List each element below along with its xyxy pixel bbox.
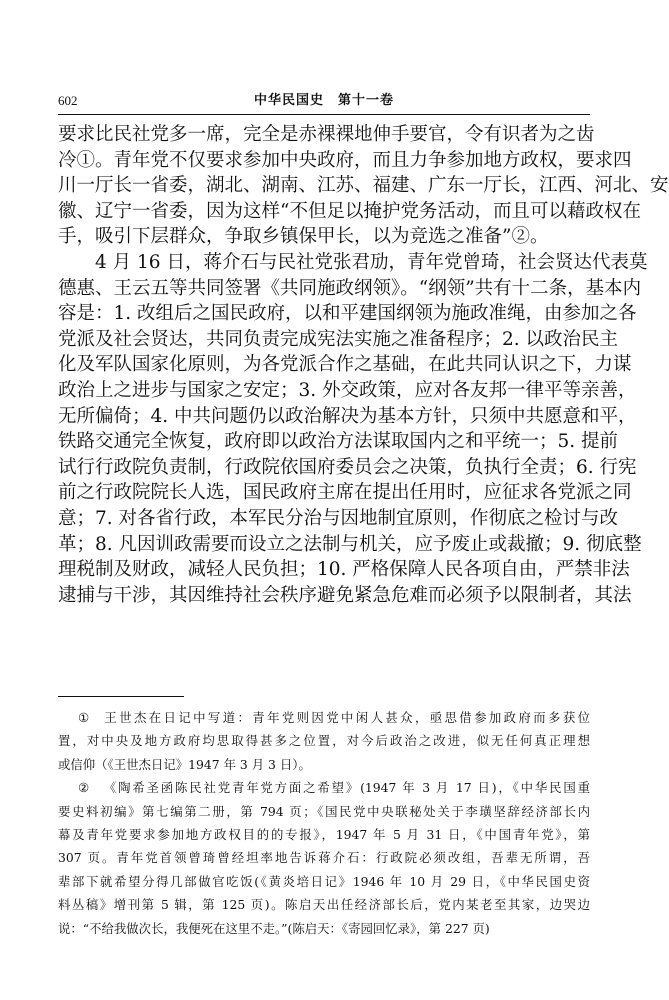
footnote-line: 置，对中央及地方政府均思取得甚多之位置，对今后政治之改进，似无任何真正理想 — [58, 733, 590, 749]
text-line: 铁路交通完全恢复，政府即以政治方法谋取国内之和平统一；5. 提前 — [58, 431, 619, 453]
text-line: 意；7. 对各省行政，本军民分治与因地制宜原则，作彻底之检讨与改 — [58, 507, 619, 529]
footnote-1 — [58, 706, 590, 776]
footnote-marker: ① — [78, 710, 90, 725]
text-line: 化及军队国家化原则，为各党派合作之基础，在此共同认识之下，力谋 — [58, 354, 632, 376]
text-line: 革；8. 凡因训政需要而设立之法制与机关，应予废止或裁撤；9. 彻底整 — [58, 533, 642, 555]
footnote-line: 幕及青年党要求参加地方政权目的的专报》，1947 年 5 月 31 日，《中国青年党》，第 — [58, 826, 590, 842]
text-line: 手，吸引下层群众，争取乡镇保甲长，以为竞选之准备”②。 — [58, 226, 549, 248]
footnote-separator — [58, 696, 184, 697]
text-line: 要求比民社党多一席，完全是赤裸裸地伸手要官，令有识者为之齿 — [58, 124, 595, 145]
footnote-line — [58, 776, 590, 799]
footnote-line — [58, 706, 590, 729]
text-line: 德惠、王云五等共同签署《共同施政纲领》。“纲领”共有十二条，基本内 — [58, 277, 642, 299]
text-line: 逮捕与干涉，其因维持社会秩序避免紧急危难而必须予以限制者，其法 — [58, 584, 632, 606]
footnote-line: 料丛稿》增刊第 5 辑，第 125 页)。陈启天出任经济部长后，党内某老至其家，边哭边 — [58, 897, 590, 913]
main-text — [58, 122, 669, 608]
running-title: 中华民国史 第十一卷 — [253, 93, 394, 108]
footnote-line: 307 页。青年党首领曾琦曾经坦率地告诉蒋介石：行政院必须改组，吾辈无所谓，吾 — [58, 850, 590, 866]
text-line: 试行行政院负责制，行政院依国府委员会之决策，负执行全责；6. 行宪 — [58, 456, 637, 478]
text-line: 政治上之进步与国家之安定；3. 外交政策，应对各友邦一律平等亲善， — [58, 379, 637, 401]
footnote-2 — [58, 776, 590, 940]
footnote-line: 辈部下就希望分得几部做官吃饭(《黄炎培日记》1946 年 10 月 29 日，《中华民国史资 — [58, 873, 590, 889]
footnotes — [58, 706, 590, 940]
footnote-line: 说：“不给我做次长，我便死在这里不走。”(陈启天：《寄园回忆录》，第 227 页) — [58, 920, 490, 936]
text-line: 4 月 16 日，蒋介石与民社党张君劢，青年党曾琦，社会贤达代表莫 — [95, 251, 648, 273]
footnote-text: 《陶希圣函陈民社党青年党方面之希望》(1947 年 3 月 17 日)，《中华民国重 — [102, 780, 590, 796]
footnote-marker: ② — [78, 780, 90, 796]
footnote-line: 要史料初编》第七编第二册，第 794 页；《国民党中央联秘处关于李璜坚辞经济部长内 — [58, 803, 590, 819]
page-number: 602 — [58, 93, 78, 108]
text-line: 容是：1. 改组后之国民政府，以和平建国纲领为施政准绳，由参加之各 — [58, 303, 637, 325]
text-line: 党派及社会贤达，共同负责完成宪法实施之准备程序；2. 以政治民主 — [58, 328, 619, 350]
text-line: 冷①。青年党不仅要求参加中央政府，而且力争参加地方政权，要求四 — [58, 149, 632, 171]
text-line: 川一厅长一省委，湖北、湖南、江苏、福建、广东一厅长，江西、河北、安 — [58, 175, 669, 197]
text-line: 理税制及财政，减轻人民负担；10. 严格保障人民各项自由，严禁非法 — [58, 559, 630, 581]
text-line: 徽、辽宁一省委，因为这样“不但足以掩护党务活动，而且可以藉政权在 — [58, 200, 641, 222]
page-header — [58, 90, 590, 112]
text-line: 前之行政院院长人选，国民政府主席在提出任用时，应征求各党派之同 — [58, 482, 632, 504]
text-line: 无所偏倚；4. 中共问题仍以政治解决为基本方针，只须中共愿意和平， — [58, 405, 637, 427]
footnote-text: 王世杰在日记中写道：青年党则因党中闲人甚众，亟思借参加政府而多获位 — [102, 710, 590, 725]
header-rule — [58, 114, 590, 115]
footnote-line: 或信仰（《王世杰日记》1947 年 3 月 3 日）。 — [58, 756, 311, 772]
